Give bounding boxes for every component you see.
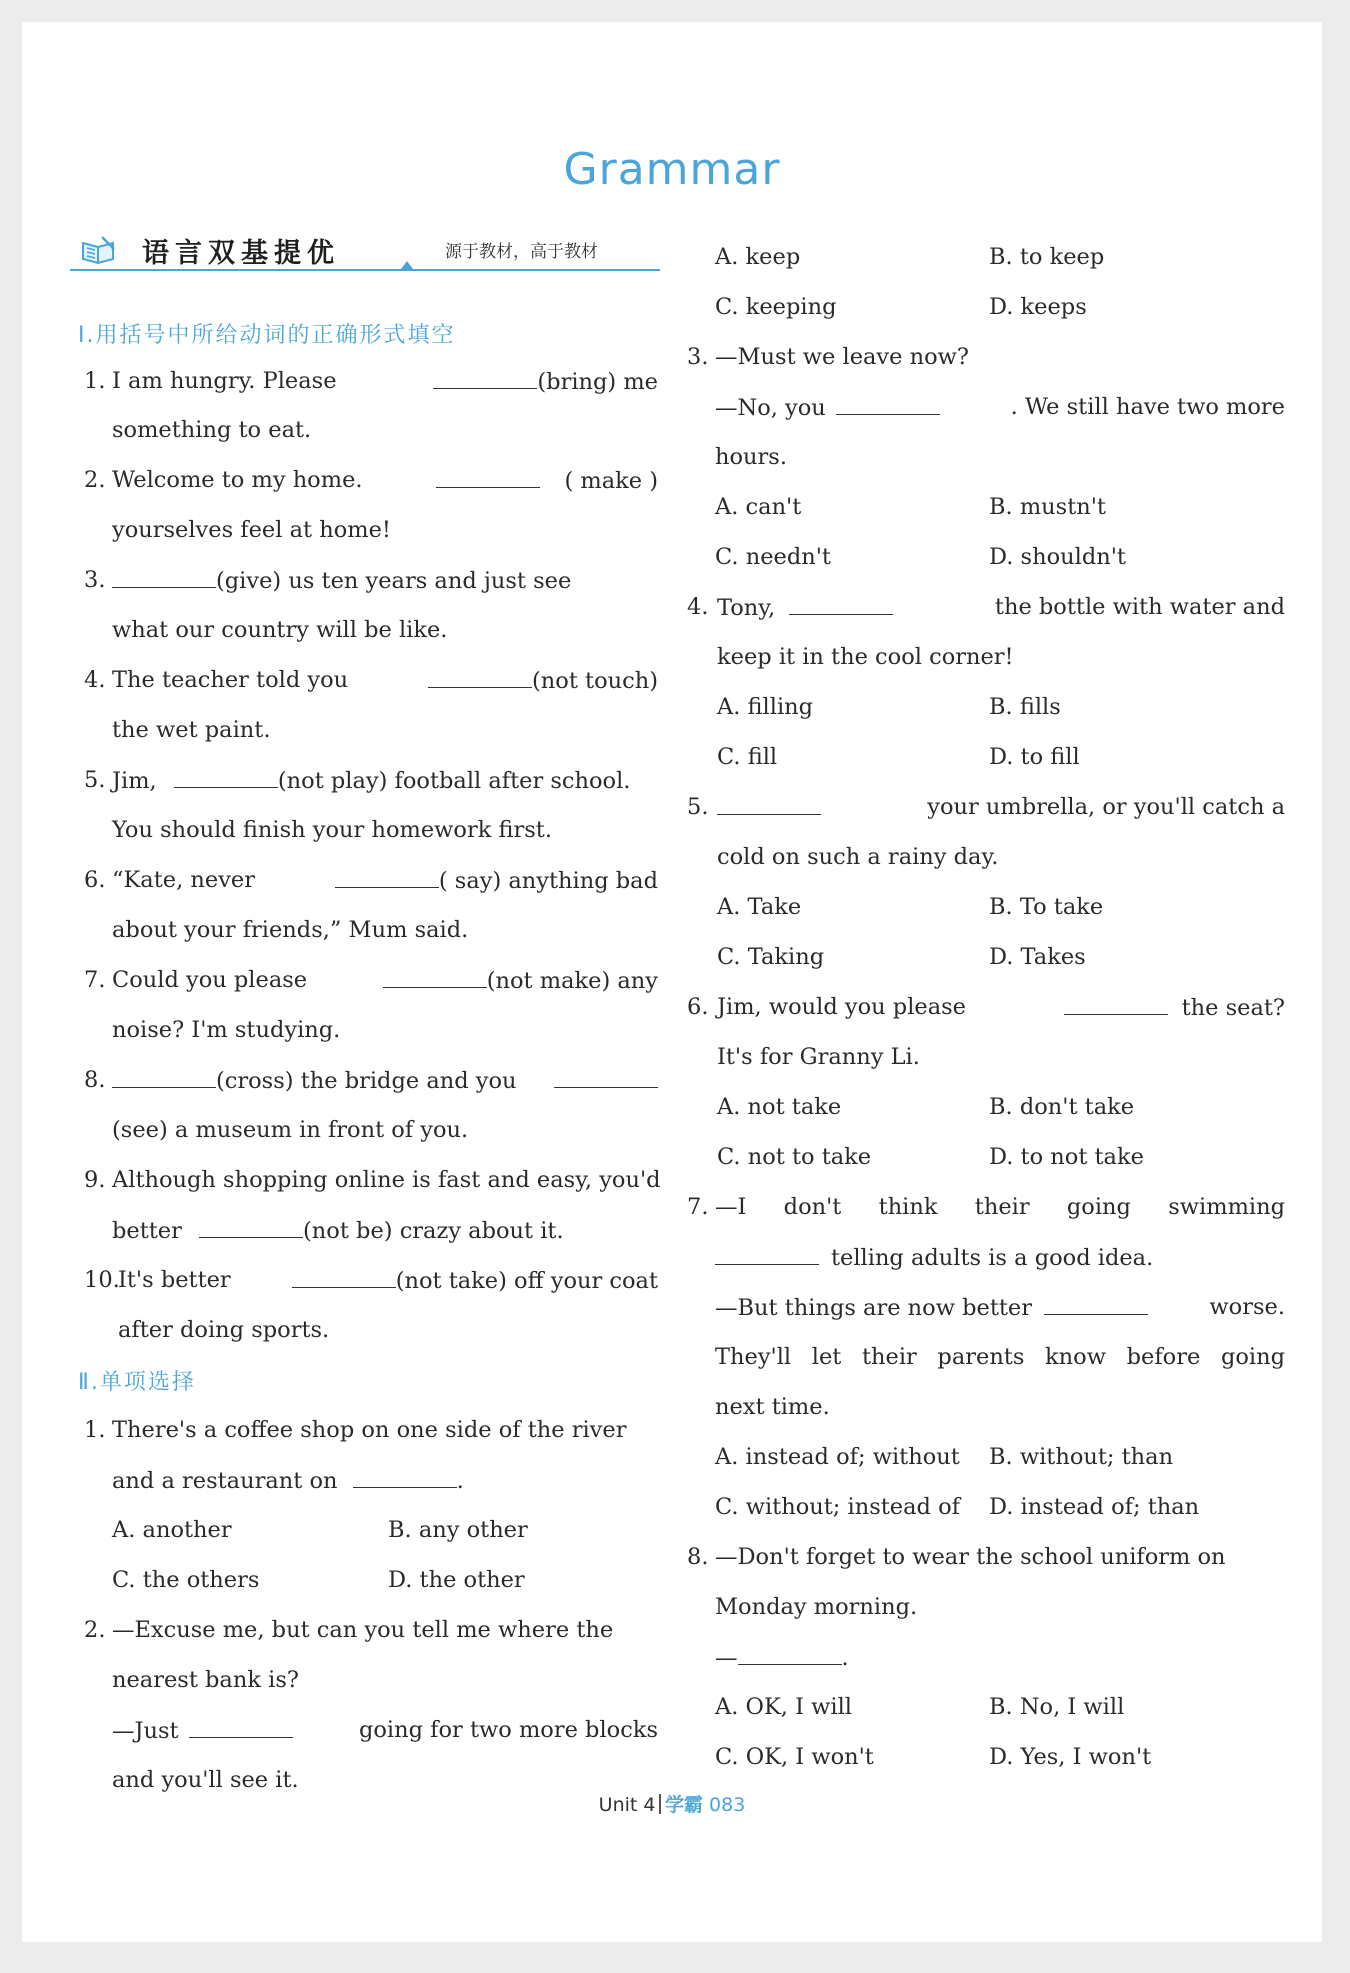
p2-q4-line1	[717, 594, 1285, 621]
p2-question-text: cold on such a rainy day.	[717, 844, 999, 870]
p1-item-text: something to eat.	[112, 417, 312, 443]
answer-blank[interactable]	[554, 1067, 658, 1088]
p1-item-text: (not take) off your coat	[395, 1268, 658, 1294]
p1-item-text: The teacher told you	[112, 667, 349, 693]
p1-item-text: after doing sports.	[118, 1317, 330, 1343]
p2-question-text: and you'll see it.	[112, 1767, 299, 1793]
p1-item-number: 4.	[84, 667, 106, 693]
option-b[interactable]: B. fills	[989, 694, 1061, 720]
p1-item-text: yourselves feel at home!	[112, 517, 391, 543]
answer-blank[interactable]	[738, 1644, 842, 1665]
p2-question-text: keep it in the cool corner!	[717, 644, 1014, 670]
p2-q7-line2	[715, 1244, 1153, 1271]
option-a[interactable]: A. filling	[717, 694, 814, 720]
option-b[interactable]: B. without; than	[989, 1444, 1174, 1470]
part1-heading: Ⅰ.用括号中所给动词的正确形式填空	[78, 323, 456, 348]
p2-question-number: 6.	[687, 994, 709, 1020]
p1-item-text: the wet paint.	[112, 717, 271, 743]
answer-blank[interactable]	[335, 867, 439, 888]
answer-blank[interactable]	[428, 667, 532, 688]
p1-item-text: “Kate, never	[112, 867, 255, 893]
open-book-icon	[80, 235, 118, 271]
p1-item-7	[112, 967, 658, 994]
answer-blank[interactable]	[433, 368, 537, 389]
p2-question-number: 1.	[84, 1417, 106, 1443]
option-d[interactable]: D. to fill	[989, 744, 1080, 770]
section-header	[70, 229, 660, 271]
answer-blank[interactable]	[436, 467, 540, 488]
p1-item-text: (give) us ten years and just see	[216, 568, 572, 594]
p1-item-number: 1.	[84, 368, 106, 394]
option-a[interactable]: A. instead of; without	[715, 1444, 960, 1470]
p1-item-number: 10.	[84, 1267, 120, 1293]
p1-item-2	[112, 467, 658, 494]
answer-blank[interactable]	[1044, 1294, 1148, 1315]
answer-blank[interactable]	[715, 1244, 819, 1265]
p1-item-number: 6.	[84, 867, 106, 893]
p1-item-number: 3.	[84, 567, 106, 593]
option-d[interactable]: D. Yes, I won't	[989, 1744, 1152, 1770]
section-title: 语言双基提优	[142, 238, 340, 269]
p2-q7-line3	[715, 1294, 1285, 1321]
p1-item-6	[112, 867, 658, 894]
option-c[interactable]: C. needn't	[715, 544, 831, 570]
p2-question-text: They'll let their parents know before going	[715, 1344, 1285, 1370]
p1-item-text: (not be) crazy about it.	[303, 1218, 564, 1244]
page-footer	[22, 1790, 1322, 1817]
option-c[interactable]: C. without; instead of	[715, 1494, 960, 1520]
option-b[interactable]: B. any other	[388, 1517, 528, 1543]
page-title: Grammar	[563, 144, 781, 195]
answer-blank[interactable]	[836, 394, 940, 415]
p2-question-number: 2.	[84, 1617, 106, 1643]
p1-item-text: You should finish your homework first.	[112, 817, 552, 843]
p2-question-text: Monday morning.	[715, 1594, 918, 1620]
option-b[interactable]: B. to keep	[989, 244, 1105, 270]
p1-item-text: ( make )	[564, 468, 658, 494]
p1-item-text: (cross) the bridge and you	[216, 1068, 517, 1094]
p1-item-text: I am hungry. Please	[112, 368, 337, 394]
p2-question-text: and a restaurant on	[112, 1468, 338, 1494]
option-c[interactable]: C. OK, I won't	[715, 1744, 874, 1770]
answer-blank[interactable]	[1064, 994, 1168, 1015]
option-b[interactable]: B. To take	[989, 894, 1104, 920]
part2-heading: Ⅱ.单项选择	[78, 1370, 196, 1395]
p2-question-text: —I don't think their going swimming	[715, 1194, 1285, 1220]
p2-question-text: worse.	[1209, 1294, 1285, 1320]
option-b[interactable]: B. mustn't	[989, 494, 1106, 520]
footer-brand: 学霸	[664, 1794, 703, 1816]
option-c[interactable]: C. not to take	[717, 1144, 872, 1170]
p2-question-text: going for two more blocks	[358, 1717, 658, 1743]
option-d[interactable]: D. to not take	[989, 1144, 1144, 1170]
p1-item-3	[112, 567, 658, 594]
p1-item-4	[112, 667, 658, 694]
p2-question-text: —Excuse me, but can you tell me where the	[112, 1617, 614, 1643]
answer-blank[interactable]	[717, 794, 821, 815]
option-a[interactable]: A. Take	[717, 894, 802, 920]
option-a[interactable]: A. another	[112, 1517, 232, 1543]
p2-question-number: 3.	[687, 344, 709, 370]
p2-q8-line3	[715, 1644, 849, 1671]
answer-blank[interactable]	[199, 1217, 303, 1238]
p1-item-text: Welcome to my home.	[112, 467, 363, 493]
p1-item-number: 8.	[84, 1067, 106, 1093]
option-c[interactable]: C. fill	[717, 744, 778, 770]
p1-item-number: 9.	[84, 1167, 106, 1193]
option-d[interactable]: D. instead of; than	[989, 1494, 1200, 1520]
p1-item-number: 2.	[84, 467, 106, 493]
option-a[interactable]: A. OK, I will	[715, 1694, 852, 1720]
p2-question-number: 8.	[687, 1544, 709, 1570]
p2-question-text: nearest bank is?	[112, 1667, 299, 1693]
p1-item-text: (not make) any	[486, 968, 658, 994]
option-a[interactable]: A. keep	[715, 244, 801, 270]
option-c[interactable]: C. keeping	[715, 294, 837, 320]
option-a[interactable]: A. not take	[717, 1094, 842, 1120]
p1-item-number: 7.	[84, 967, 106, 993]
p2-question-text: —Just	[112, 1718, 179, 1744]
option-b[interactable]: B. don't take	[989, 1094, 1135, 1120]
p1-item-8	[112, 1067, 658, 1094]
footer-divider	[659, 1794, 661, 1814]
p1-item-text: Although shopping online is fast and easy, you'd	[112, 1167, 661, 1193]
answer-blank[interactable]	[383, 967, 487, 988]
p1-item-text: what our country will be like.	[112, 617, 448, 643]
footer-unit: Unit 4	[598, 1794, 656, 1816]
p2-question-text: hours.	[715, 444, 787, 470]
p1-item-1	[112, 368, 658, 395]
p1-item-text: Jim,	[112, 768, 157, 794]
section-subtitle: 源于教材，高于教材	[445, 242, 598, 262]
answer-blank[interactable]	[789, 594, 893, 615]
answer-blank[interactable]	[189, 1717, 293, 1738]
p2-question-text: It's for Granny Li.	[717, 1044, 920, 1070]
p2-question-text: . We still have two more	[1010, 394, 1285, 420]
p1-item-text: It's better	[118, 1267, 231, 1293]
p1-item-9-line2	[112, 1217, 564, 1244]
p2-q2-line3	[112, 1717, 658, 1744]
p2-question-text: There's a coffee shop on one side of the river	[112, 1417, 627, 1443]
option-d[interactable]: D. shouldn't	[989, 544, 1126, 570]
p2-q6-line1	[717, 994, 1285, 1021]
p2-question-text: —But things are now better	[715, 1295, 1032, 1321]
answer-blank[interactable]	[353, 1467, 457, 1488]
p2-question-text: the seat?	[1181, 995, 1285, 1021]
option-a[interactable]: A. can't	[715, 494, 802, 520]
p2-q5-line1	[717, 794, 1285, 820]
option-b[interactable]: B. No, I will	[989, 1694, 1125, 1720]
p2-question-text: .	[841, 1645, 849, 1671]
p1-item-text: (see) a museum in front of you.	[112, 1117, 469, 1143]
option-d[interactable]: D. the other	[388, 1567, 525, 1593]
p1-item-5	[112, 767, 630, 794]
p2-question-text: telling adults is a good idea.	[831, 1245, 1154, 1271]
p2-question-text: Jim, would you please	[717, 994, 966, 1020]
answer-blank[interactable]	[112, 567, 216, 588]
p1-item-text: better	[112, 1218, 182, 1244]
p2-question-number: 5.	[687, 794, 709, 820]
option-c[interactable]: C. Taking	[717, 944, 825, 970]
p1-item-text: ( say) anything bad	[438, 868, 658, 894]
p1-item-text: Could you please	[112, 967, 308, 993]
p2-question-text: Tony,	[717, 595, 776, 621]
option-d[interactable]: D. keeps	[989, 294, 1087, 320]
p1-item-text: (not play) football after school.	[277, 768, 631, 794]
workbook-page	[22, 22, 1322, 1942]
p1-item-text: (bring) me	[537, 369, 658, 395]
option-c[interactable]: C. the others	[112, 1567, 260, 1593]
answer-blank[interactable]	[174, 767, 278, 788]
p2-question-text: —No, you	[715, 395, 826, 421]
p2-question-text: —Must we leave now?	[715, 344, 969, 370]
p1-item-number: 5.	[84, 767, 106, 793]
option-d[interactable]: D. Takes	[989, 944, 1086, 970]
p2-question-text: the bottle with water and	[994, 594, 1285, 620]
p1-item-text: (not touch)	[532, 668, 658, 694]
section-marker-triangle	[401, 261, 413, 269]
p2-q1-line2	[112, 1467, 464, 1494]
page-number: 083	[709, 1794, 746, 1816]
answer-blank[interactable]	[112, 1067, 216, 1088]
p2-question-text: —	[715, 1645, 738, 1671]
p2-question-number: 7.	[687, 1194, 709, 1220]
p2-question-text: your umbrella, or you'll catch a	[927, 794, 1285, 820]
p2-question-text: —Don't forget to wear the school uniform on	[715, 1544, 1226, 1570]
p2-q3-line2	[715, 394, 1285, 421]
p2-question-number: 4.	[687, 594, 709, 620]
p1-item-text: about your friends,” Mum said.	[112, 917, 469, 943]
p2-question-text: next time.	[715, 1394, 830, 1420]
answer-blank[interactable]	[292, 1267, 396, 1288]
p1-item-text: noise? I'm studying.	[112, 1017, 341, 1043]
p1-item-10	[118, 1267, 658, 1294]
p2-question-text: .	[456, 1468, 464, 1494]
